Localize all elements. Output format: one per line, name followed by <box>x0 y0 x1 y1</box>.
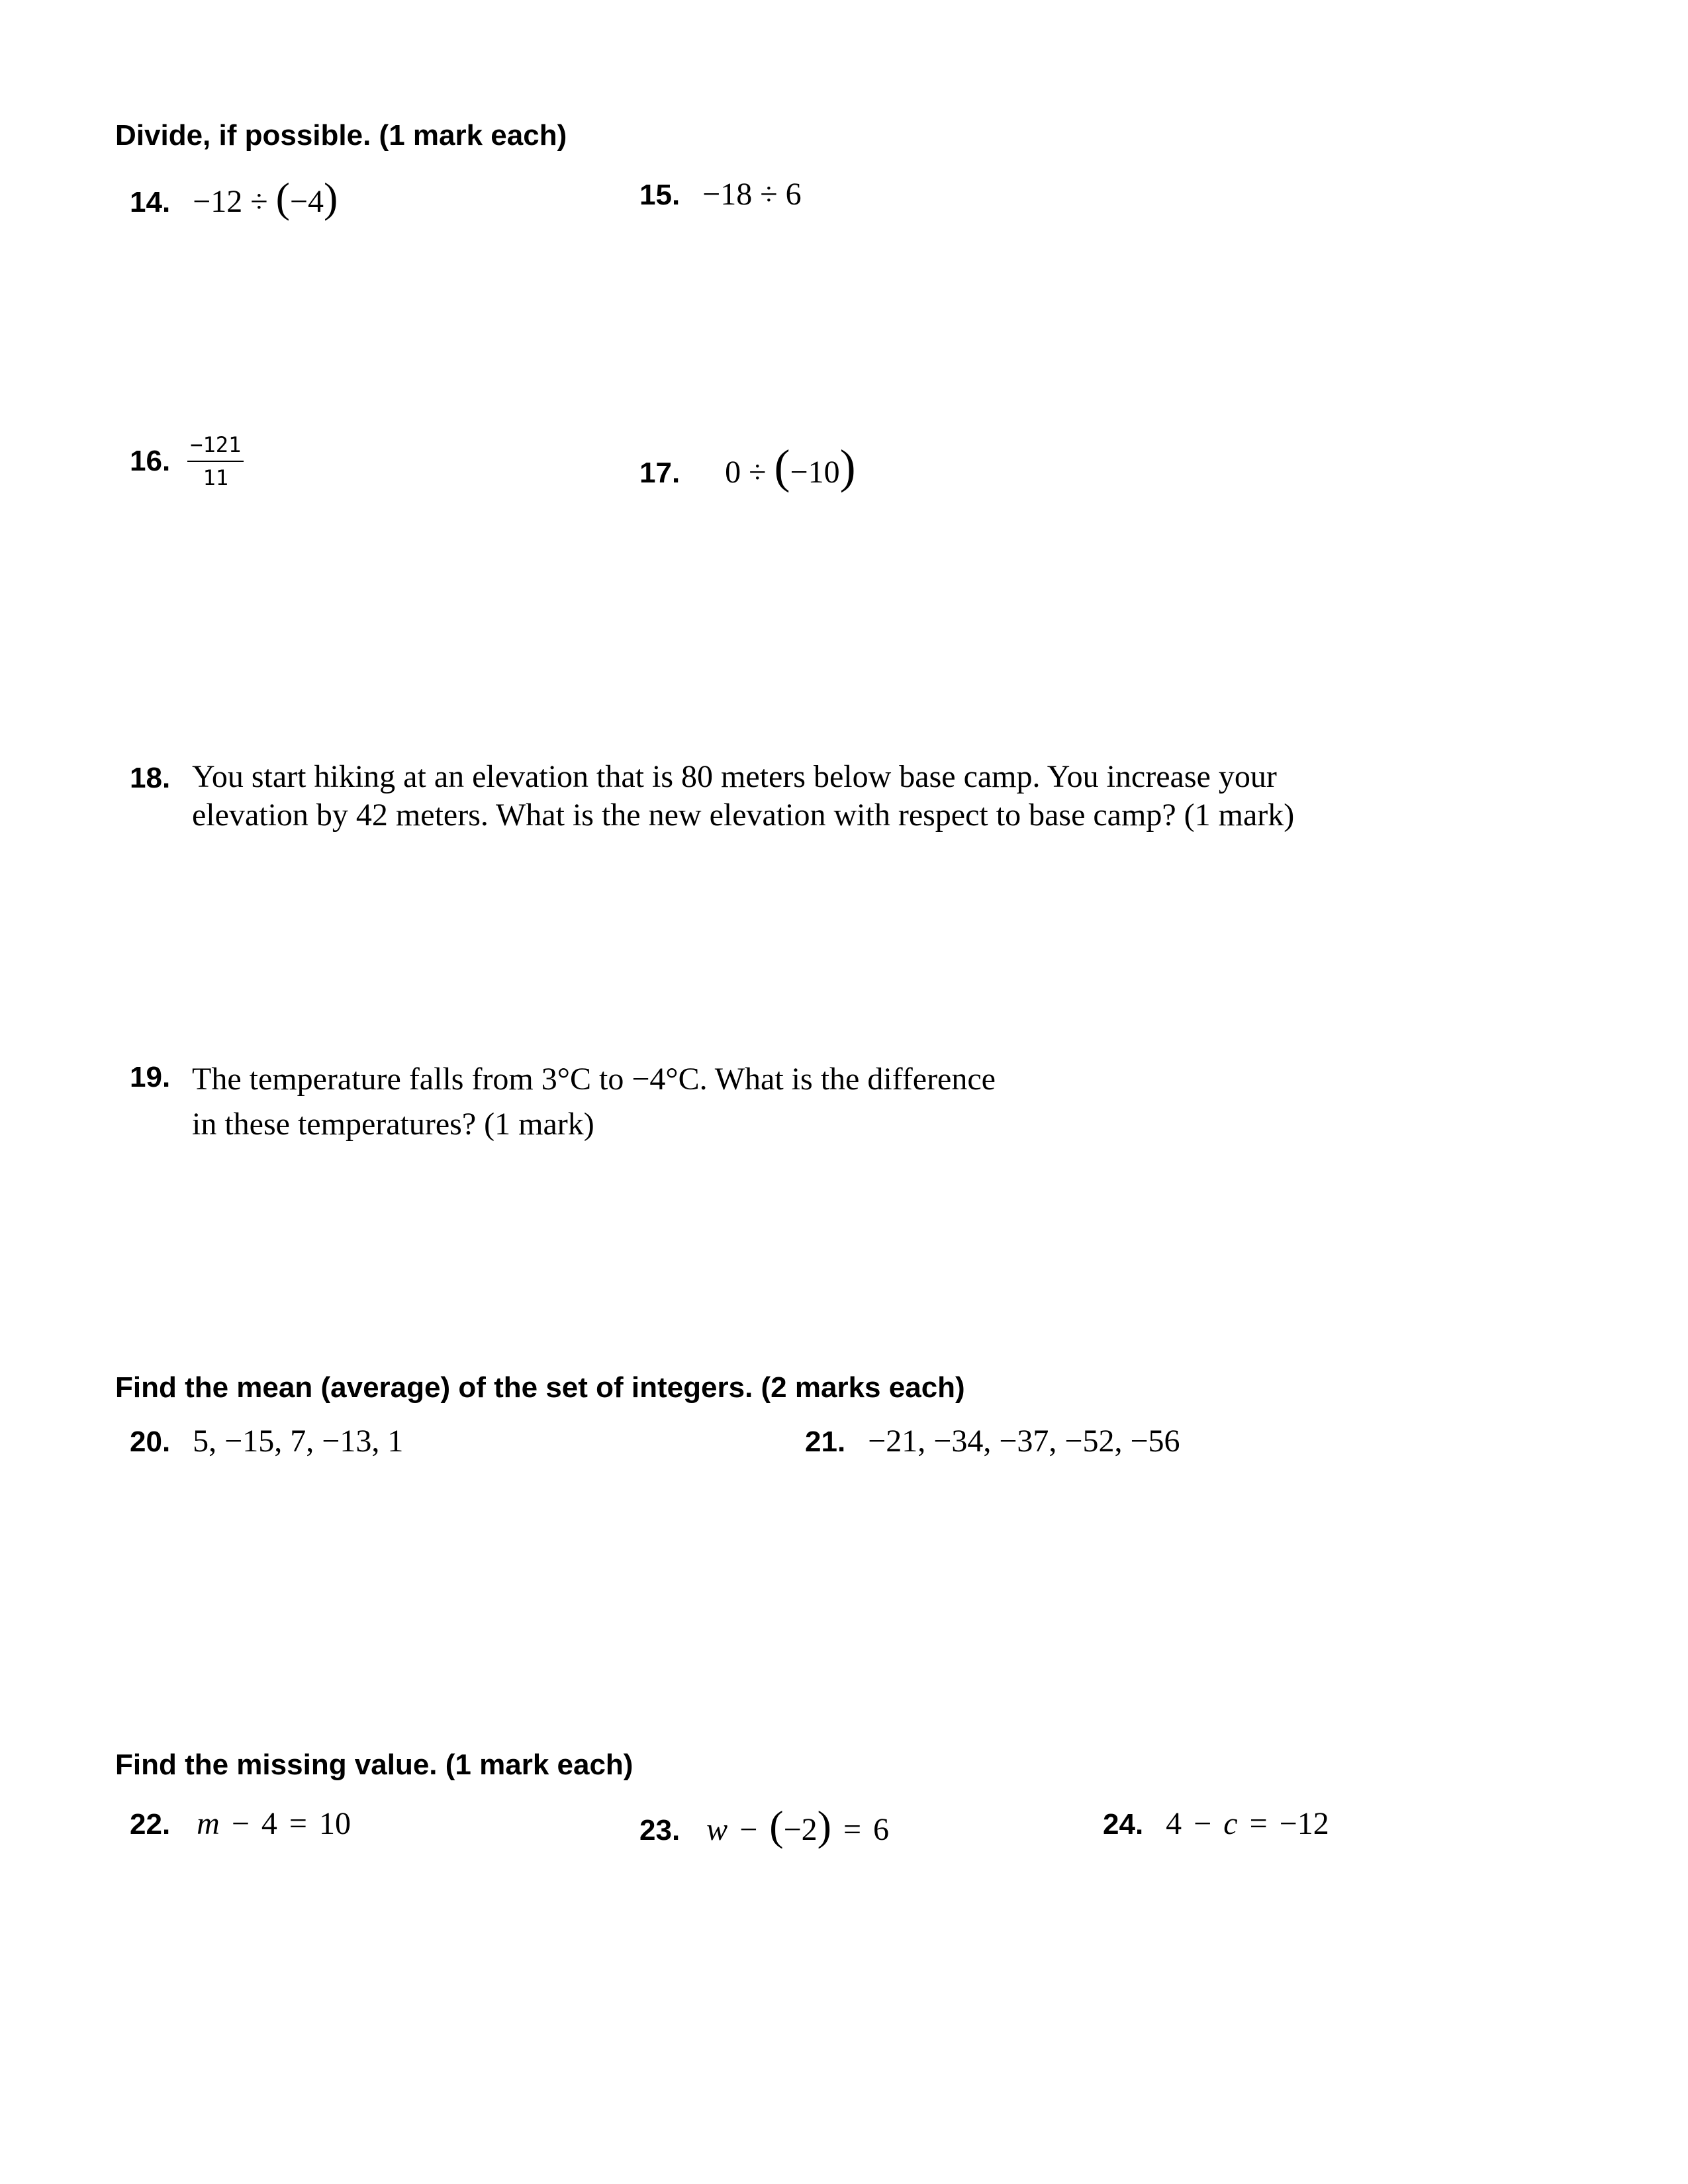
problem-15 <box>639 176 802 212</box>
fraction-denominator: 11 <box>203 465 228 490</box>
problem-fraction <box>187 429 244 494</box>
problem-expression: −18 ÷ 6 <box>702 177 802 212</box>
section-heading-mean: Find the mean (average) of the set of integers. (2 marks each) <box>115 1371 965 1404</box>
problem-number: 24. <box>1103 1808 1144 1841</box>
problem-22 <box>130 1805 351 1842</box>
problem-expression: −12 ÷ (−4) <box>193 174 338 221</box>
section-heading-divide: Divide, if possible. (1 mark each) <box>115 119 567 152</box>
problem-expression: −21, −34, −37, −52, −56 <box>868 1424 1180 1459</box>
problem-number: 22. <box>130 1808 171 1841</box>
fraction-numerator: −121 <box>187 429 244 462</box>
problem-number: 19. <box>130 1061 171 1093</box>
problem-16 <box>130 429 244 494</box>
problem-number: 21. <box>805 1426 846 1458</box>
problem-20 <box>130 1423 403 1459</box>
problem-number: 20. <box>130 1426 171 1458</box>
problem-number: 14. <box>130 186 171 218</box>
problem-number: 16. <box>130 445 171 477</box>
problem-equation: w − (−2) = 6 <box>706 1802 890 1849</box>
section-heading-missing: Find the missing value. (1 mark each) <box>115 1749 633 1781</box>
problem-number: 15. <box>639 179 680 211</box>
word-problem-text: The temperature falls from 3°C to −4°C. What is the difference in these temperatures? (1 mark) <box>192 1062 996 1142</box>
problem-number: 17. <box>639 457 680 489</box>
problem-17 <box>639 439 856 494</box>
problem-expression: 0 ÷ (−10) <box>725 440 856 493</box>
problem-21 <box>805 1423 1180 1459</box>
problem-equation: 4 − c = −12 <box>1166 1806 1329 1841</box>
problem-number: 18. <box>130 762 171 794</box>
word-problem-text: You start hiking at an elevation that is 80 meters below base camp. You increase your elevation by 42 meters. What is the new elevation with respect to base camp? (1 mark) <box>192 759 1295 833</box>
problem-expression: 5, −15, 7, −13, 1 <box>193 1424 404 1459</box>
problem-24 <box>1103 1805 1329 1842</box>
problem-14 <box>130 173 338 222</box>
problem-number: 23. <box>639 1814 680 1846</box>
problem-equation: m − 4 = 10 <box>197 1806 351 1841</box>
problem-23 <box>639 1801 889 1850</box>
